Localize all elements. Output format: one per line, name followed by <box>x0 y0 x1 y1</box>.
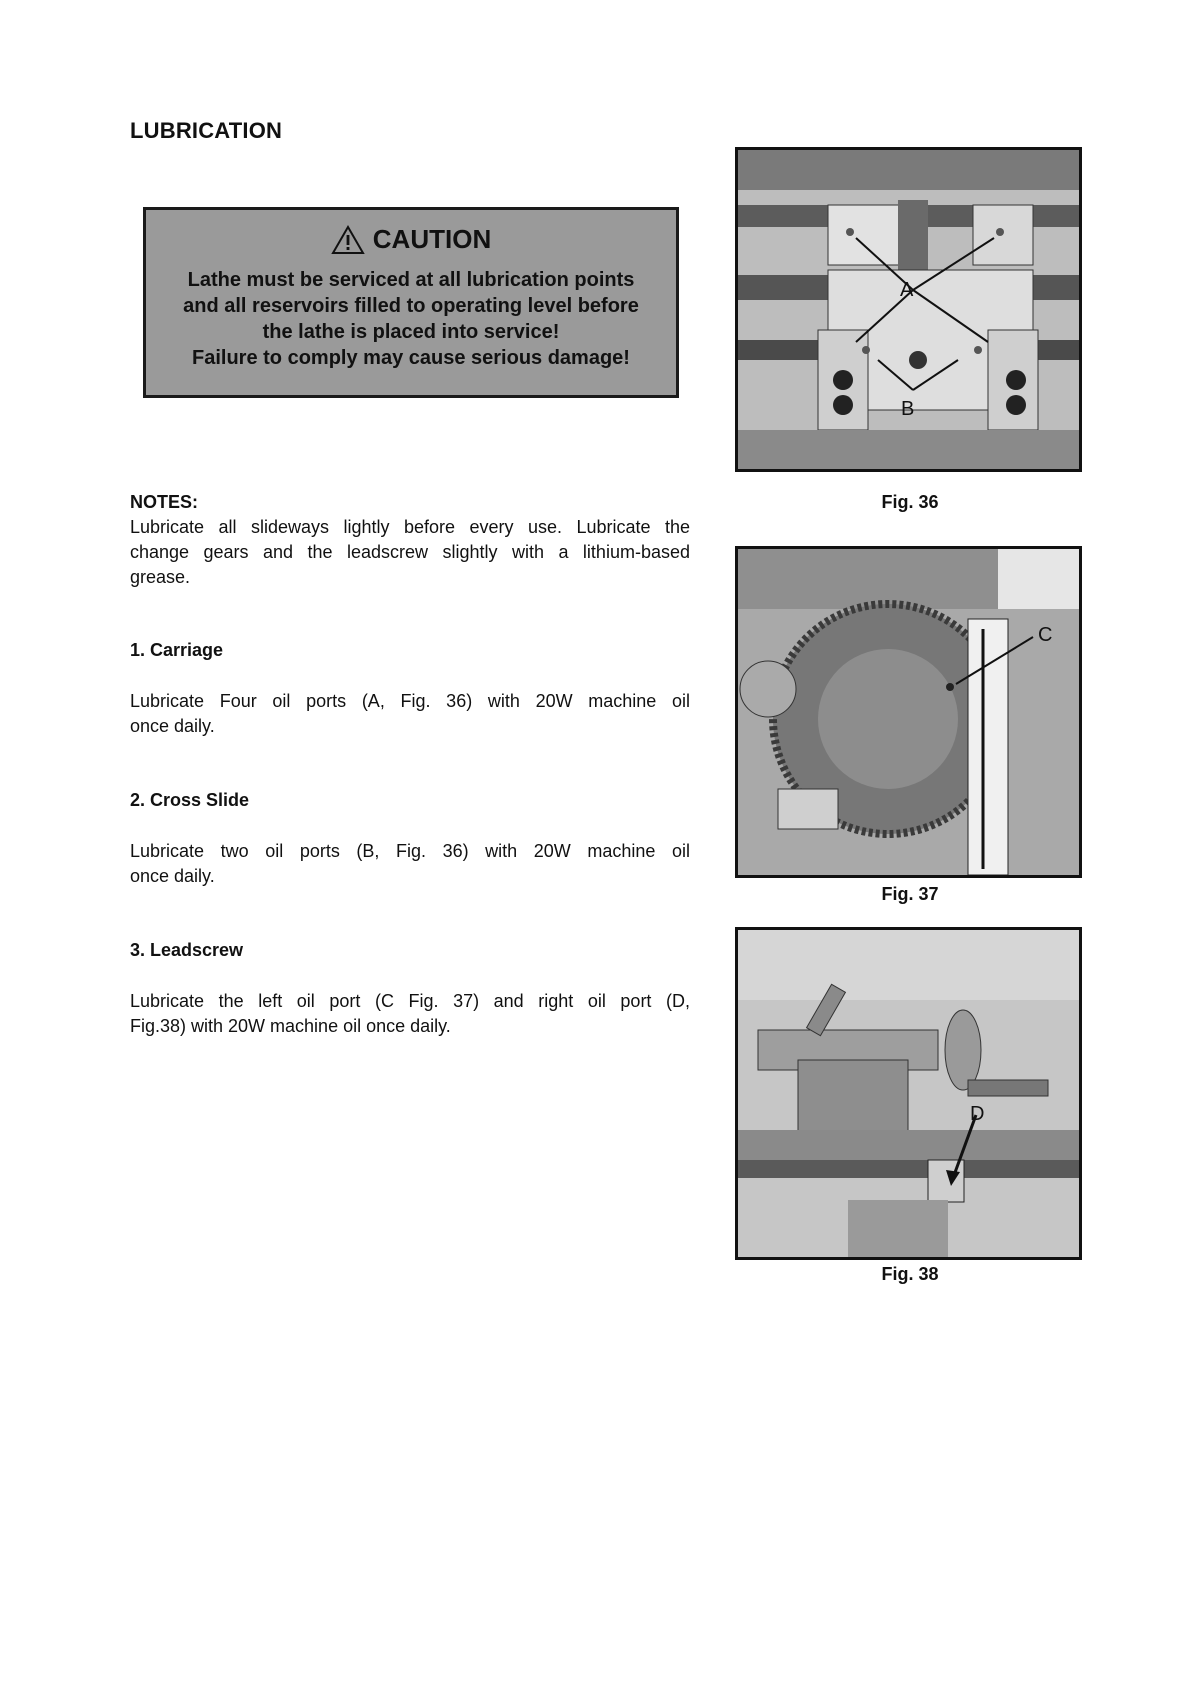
figure-label-b: B <box>901 398 915 420</box>
section-text-carriage <box>130 689 690 739</box>
section-line: once daily. <box>130 716 215 736</box>
section-line: once daily. <box>130 866 215 886</box>
warning-triangle-icon <box>331 225 365 255</box>
figure-label-a: A <box>900 279 914 301</box>
figure-38-caption: Fig. 38 <box>881 1264 939 1284</box>
tailstock-illustration <box>738 930 1079 1257</box>
section-text-leadscrew <box>130 989 690 1039</box>
figure-label-d: D <box>970 1103 985 1125</box>
notes-line: change gears and the leadscrew slightly with a lithium-based <box>130 542 690 562</box>
change-gear-illustration <box>738 549 1079 875</box>
figure-38-photo <box>735 927 1082 1260</box>
caution-header <box>146 224 676 255</box>
caution-line: and all reservoirs filled to operating level before <box>183 295 639 317</box>
caution-line: Failure to comply may cause serious damage! <box>192 347 630 369</box>
caution-line: the lathe is placed into service! <box>262 321 560 343</box>
figure-36-photo <box>735 147 1082 472</box>
section-line: Lubricate the left oil port (C Fig. 37) and right oil port (D, <box>130 991 690 1011</box>
notes-line: Lubricate all slideways lightly before every use. Lubricate the <box>130 517 690 537</box>
caution-message <box>146 267 676 371</box>
section-line: Fig.38) with 20W machine oil once daily. <box>130 1016 451 1036</box>
figure-label-c: C <box>1038 624 1053 646</box>
figure-36-caption: Fig. 36 <box>881 492 939 512</box>
caution-box <box>143 207 679 398</box>
section-heading-leadscrew: 3. Leadscrew <box>130 940 244 960</box>
notes-line: grease. <box>130 567 191 587</box>
notes-heading: NOTES: <box>130 492 199 512</box>
notes-text <box>130 515 690 590</box>
section-heading-carriage: 1. Carriage <box>130 640 224 660</box>
page-title: LUBRICATION <box>130 118 283 143</box>
section-line: Lubricate two oil ports (B, Fig. 36) with 20W machine oil <box>130 841 690 861</box>
figure-37-photo <box>735 546 1082 878</box>
section-text-cross-slide <box>130 839 690 889</box>
section-heading-cross-slide: 2. Cross Slide <box>130 790 250 810</box>
figure-37-caption: Fig. 37 <box>881 884 939 904</box>
caution-line: Lathe must be serviced at all lubrication points <box>187 269 635 291</box>
carriage-illustration <box>738 150 1079 469</box>
section-line: Lubricate Four oil ports (A, Fig. 36) with 20W machine oil <box>130 691 690 711</box>
caution-heading: CAUTION <box>372 224 492 254</box>
